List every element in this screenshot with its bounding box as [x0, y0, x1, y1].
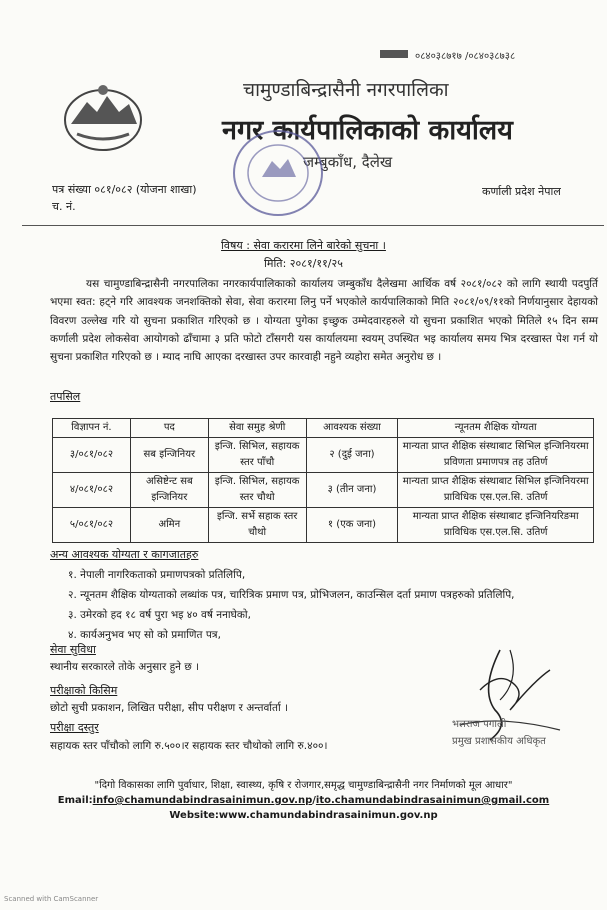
table-cell: असिष्टेन्ट सब इन्जिनियर	[130, 473, 208, 508]
office-seal-stamp	[228, 125, 328, 220]
facilities-text: स्थानीय सरकारले तोके अनुसार हुने छ ।	[50, 661, 200, 673]
letter-reference-number: पत्र संख्या ०८१/०८२ (योजना शाखा)	[52, 183, 197, 196]
office-address: जम्बुकाँध, दैलेख	[303, 153, 393, 171]
table-header-row	[53, 419, 594, 438]
table-cell: मान्यता प्राप्त शैक्षिक संस्थाबाट सिभिल इन्जिनियरमा प्रविणता प्रमाणपत्र तह उतिर्ण	[398, 438, 594, 473]
exam-fee-text: सहायक स्तर पाँचौको लागि रु.५००।र सहायक स्तर चौथोको लागि रु.४००।	[50, 740, 328, 752]
footer-website[interactable]: Website:www.chamundabindrasainimun.gov.np	[169, 810, 438, 821]
email-link-ito[interactable]: ito.chamundabindrasainimun@gmail.com	[315, 795, 550, 806]
signatory-title: प्रमुख प्रशासकीय अधिकृत	[452, 736, 546, 747]
list-item: १. नेपाली नागरिकताको प्रमाणपत्रको प्रतिलिपि,	[68, 569, 246, 581]
dispatch-number: च. नं.	[52, 200, 76, 213]
column-header: सेवा समुह श्रेणी	[208, 419, 306, 438]
notice-subject	[0, 238, 607, 253]
table-cell: इन्जि. सिभिल, सहायक स्तर चौथो	[208, 473, 306, 508]
footer-email	[0, 795, 607, 806]
table-cell: अमिन	[130, 508, 208, 543]
exam-type-text: छोटो सुची प्रकाशन, लिखित परीक्षा, सीप परीक्षण र अन्तर्वार्ता ।	[50, 702, 289, 714]
scanner-watermark: Scanned with CamScanner	[4, 895, 99, 903]
phone-icon	[380, 50, 408, 58]
table-cell: २ (दुई जना)	[306, 438, 398, 473]
table-cell: मान्यता प्राप्त शैक्षिक संस्थाबाट इन्जिनियरिङमा प्राविधिक एस.एल.सि. उतिर्ण	[398, 508, 594, 543]
municipality-name: चामुण्डाबिन्द्रासैनी नगरपालिका	[243, 79, 449, 101]
table-cell: ३/०८१/०८२	[53, 438, 131, 473]
facilities-heading: सेवा सुविधा	[50, 643, 96, 656]
notice-date: मिति: २०८१/११/२५	[264, 257, 343, 270]
email-separator: /	[312, 795, 316, 806]
notice-body: यस चामुण्डाबिन्द्रासैनी नगरपालिका नगरकार्यपालिकाको कार्यालय जम्बुकाँध दैलेखमा आर्थिक वर्ष २०८१/०८२ को लागि स्थायी पदपुर्ति भएमा स्वत: हट्ने गरि आवश्यक जनशक्तिको सेवा, सेवा करारमा लिनु पर्ने भएकोले कार्यपालिकाको मिति २०८१/०९/११को निर्णयानुसार देहायको विवरण उल्लेख गरि यो सुचना प्रकाशित गरिएको छ । योग्यता पुगेका इच्छुक उम्मेदवारहरुले यो सुचना प्रकाशित भएको मितिले १५ दिन सम्म कर्णाली प्रदेश लोकसेवा आयोगको ढाँचामा ३ प्रति फोटो टाँसगरी यस कार्यालयमा स्वयम् उपस्थित भइ कार्यालय समय भित्र दरखास्त पेश गर्न यो सुचना प्रकाशित गरिएको छ । म्याद नाघि आएका दरखास्त उपर कारवाही नहुने व्यहोरा समेत अनुरोध छ ।	[50, 278, 598, 364]
table-cell: १ (एक जना)	[306, 508, 398, 543]
table-cell: सब इन्जिनियर	[130, 438, 208, 473]
table-row	[53, 473, 594, 508]
signatory-name: भलराज पगाली	[452, 719, 507, 730]
email-label: Email:	[57, 795, 93, 806]
table-row	[53, 508, 594, 543]
subject-text: विषय : सेवा करारमा लिने बारेको सुचना ।	[221, 239, 386, 252]
province-name: कर्णाली प्रदेश नेपाल	[482, 185, 561, 198]
table-cell: इन्जि. सिभिल, सहायक स्तर पाँचौ	[208, 438, 306, 473]
schedule-label: तपसिल	[50, 390, 81, 403]
list-item: ३. उमेरको हद १८ वर्ष पुरा भइ ४० वर्ष ननाघेको,	[68, 609, 251, 621]
column-header: न्यूनतम शैक्षिक योग्यता	[398, 419, 594, 438]
header-divider	[22, 225, 604, 226]
table-cell: ५/०८१/०८२	[53, 508, 131, 543]
vacancy-table	[52, 418, 594, 543]
footer-slogan: "दिगो विकासका लागि पुर्वाधार, शिक्षा, स्वास्थ्य, कृषि र रोजगार,समृद्ध चामुण्डाबिन्द्रासैनी नगर निर्माणको मूल आधार"	[94, 780, 513, 791]
phone-number: ०८४०३८७१७ /०८४०३८७३८	[415, 51, 516, 62]
requirements-heading: अन्य आवश्यक योग्यता र कागजातहरु	[50, 548, 199, 561]
list-item: ४. कार्यअनुभव भए सो को प्रमाणित पत्र,	[68, 629, 221, 641]
table-cell: ४/०८१/०८२	[53, 473, 131, 508]
exam-type-heading: परीक्षाको किसिम	[50, 684, 118, 697]
table-cell: इन्जि. सर्भे सहाक स्तर चौथो	[208, 508, 306, 543]
government-emblem-logo	[57, 82, 149, 152]
office-name: नगर कार्यपालिकाको कार्यालय	[222, 115, 513, 146]
column-header: विज्ञापन नं.	[53, 419, 131, 438]
column-header: आवश्यक संख्या	[306, 419, 398, 438]
table-cell: ३ (तीन जना)	[306, 473, 398, 508]
table-row	[53, 438, 594, 473]
column-header: पद	[130, 419, 208, 438]
exam-fee-heading: परीक्षा दस्तुर	[50, 721, 99, 734]
list-item: २. न्यूनतम शैक्षिक योग्यताको लब्धांक पत्र, चारित्रिक प्रमाण पत्र, प्रोभिजलन, काउन्सिल दर्ता प्रमाण पत्रहरुको प्रतिलिपि,	[68, 589, 515, 601]
table-cell: मान्यता प्राप्त शैक्षिक संस्थाबाट सिभिल इन्जिनियरमा प्राविधिक एस.एल.सि. उतिर्ण	[398, 473, 594, 508]
email-link-info[interactable]: info@chamundabindrasainimun.gov.np	[92, 795, 313, 806]
